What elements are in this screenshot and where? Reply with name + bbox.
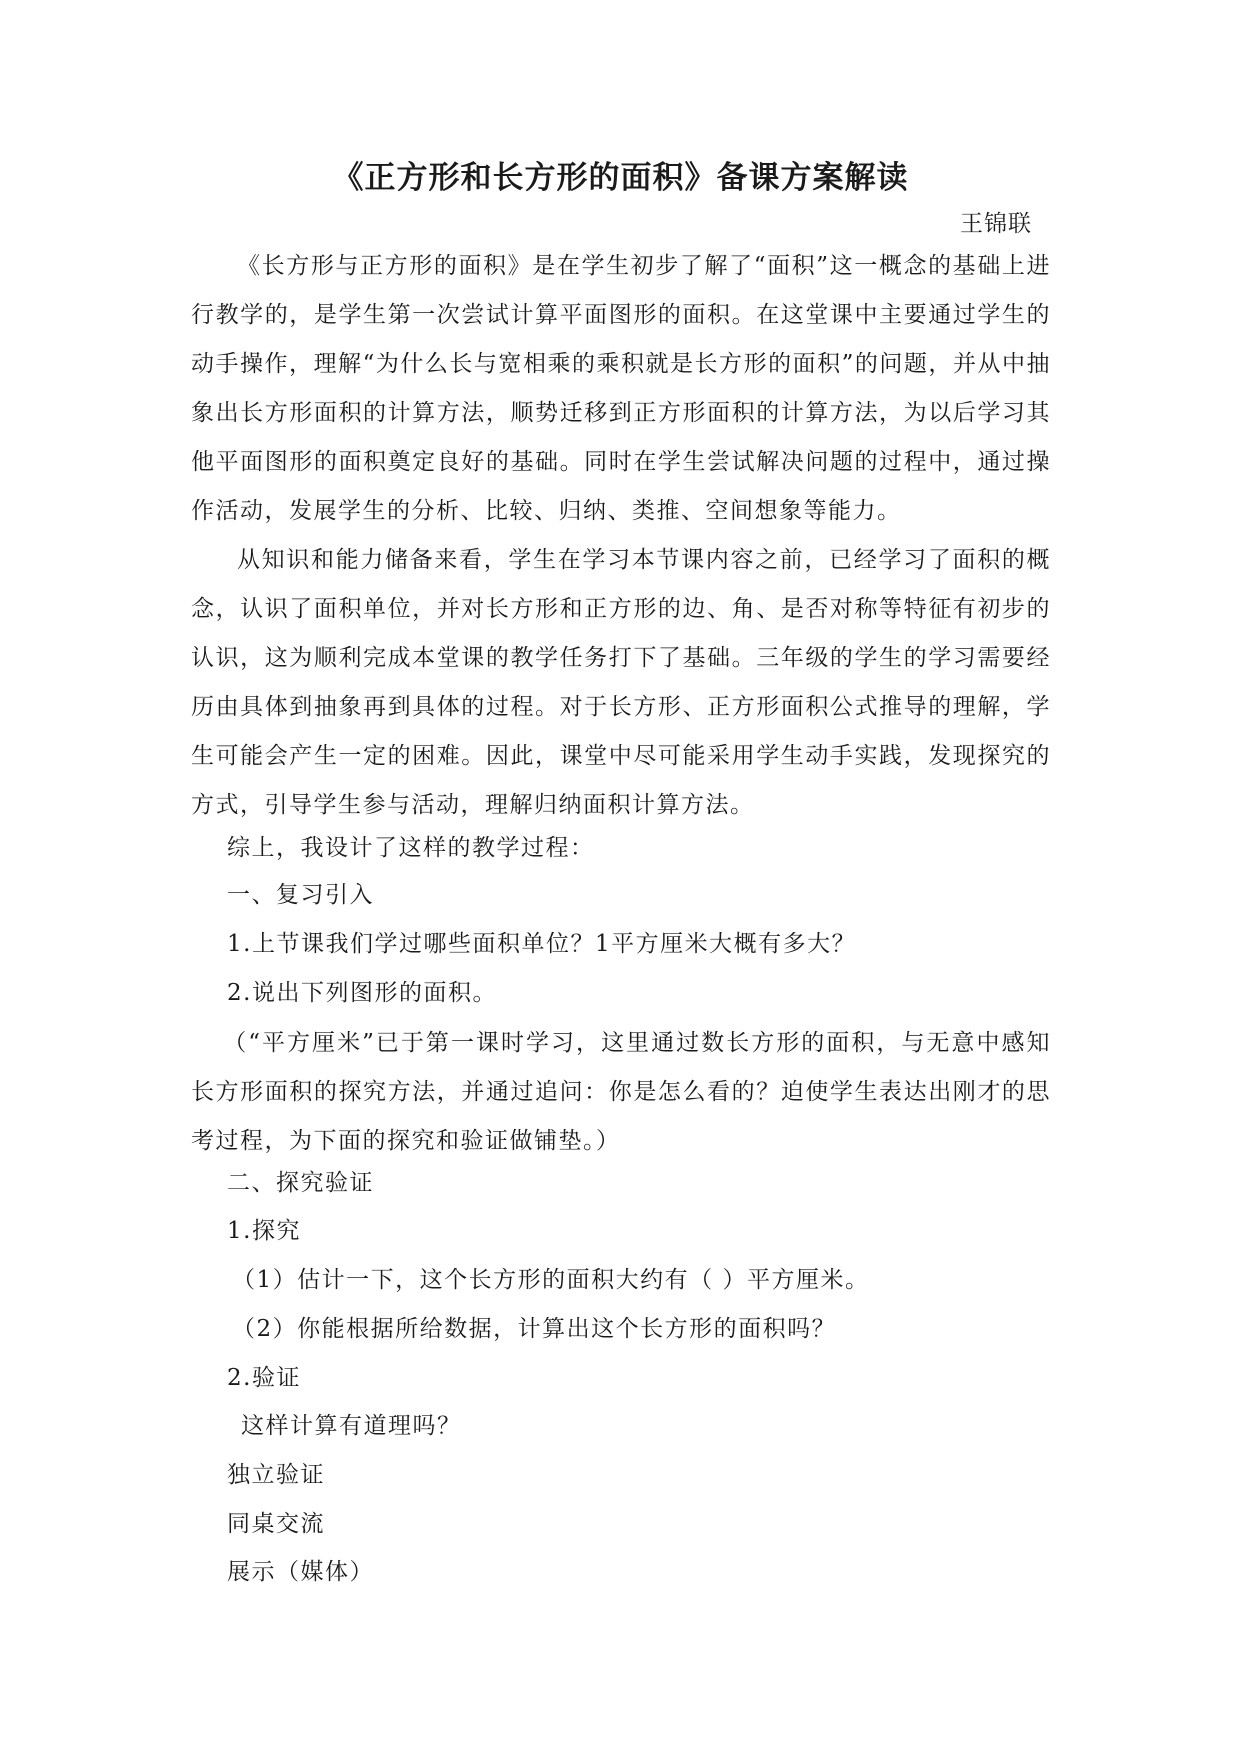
verify-question: 这样计算有道理吗？ bbox=[241, 1413, 462, 1439]
verify-step-1: 独立验证 bbox=[227, 1462, 325, 1488]
review-note: （“平方厘米”已于第一课时学习，这里通过数长方形的面积，与无意中感知长方形面积的探究方法，并通过追问：你是怎么看的？迫使学生表达出刚才的思考过程，为下面的探究和验证做铺垫。） bbox=[191, 1030, 1051, 1154]
verify-step-3: 展示（媒体） bbox=[227, 1559, 374, 1585]
section-heading-review: 一、复习引入 bbox=[227, 882, 374, 908]
review-item-2: 2.说出下列图形的面积。 bbox=[227, 980, 497, 1006]
paragraph-readiness: 从知识和能力储备来看，学生在学习本节课内容之前，已经学习了面积的概念，认识了面积单位，并对长方形和正方形的边、角、是否对称等特征有初步的认识，这为顺利完成本堂课的教学任务打下了基础。三年级的学生的学习需要经历由具体到抽象再到具体的过程。对于长方形、正方形面积公式推导的理解，学生可能会产生一定的困难。因此，课堂中尽可能采用学生动手实践，发现探究的方式，引导学生参与活动，理解归纳面积计算方法。 bbox=[191, 547, 1051, 818]
explore-item-2: 2.验证 bbox=[227, 1365, 301, 1391]
section-heading-explore: 二、探究验证 bbox=[227, 1170, 374, 1196]
explore-item-1: 1.探究 bbox=[227, 1218, 301, 1244]
document-title: 《正方形和长方形的面积》备课方案解读 bbox=[332, 160, 909, 196]
review-item-1: 1.上节课我们学过哪些面积单位？1平方厘米大概有多大？ bbox=[227, 931, 857, 957]
explore-question-2: （2）你能根据所给数据，计算出这个长方形的面积吗？ bbox=[232, 1316, 837, 1342]
author-name: 王锦联 bbox=[960, 211, 1032, 237]
explore-question-1: （1）估计一下，这个长方形的面积大约有（ ）平方厘米。 bbox=[232, 1267, 870, 1293]
verify-step-2: 同桌交流 bbox=[227, 1511, 325, 1537]
summary-line: 综上，我设计了这样的教学过程： bbox=[227, 835, 595, 861]
paragraph-intro: 《长方形与正方形的面积》是在学生初步了解了“面积”这一概念的基础上进行教学的，是学生第一次尝试计算平面图形的面积。在这堂课中主要通过学生的动手操作，理解“为什么长与宽相乘的乘积就是长方形的面积”的问题，并从中抽象出长方形面积的计算方法，顺势迁移到正方形面积的计算方法，为以后学习其他平面图形的面积奠定良好的基础。同时在学生尝试解决问题的过程中，通过操作活动，发展学生的分析、比较、归纳、类推、空间想象等能力。 bbox=[191, 253, 1051, 524]
